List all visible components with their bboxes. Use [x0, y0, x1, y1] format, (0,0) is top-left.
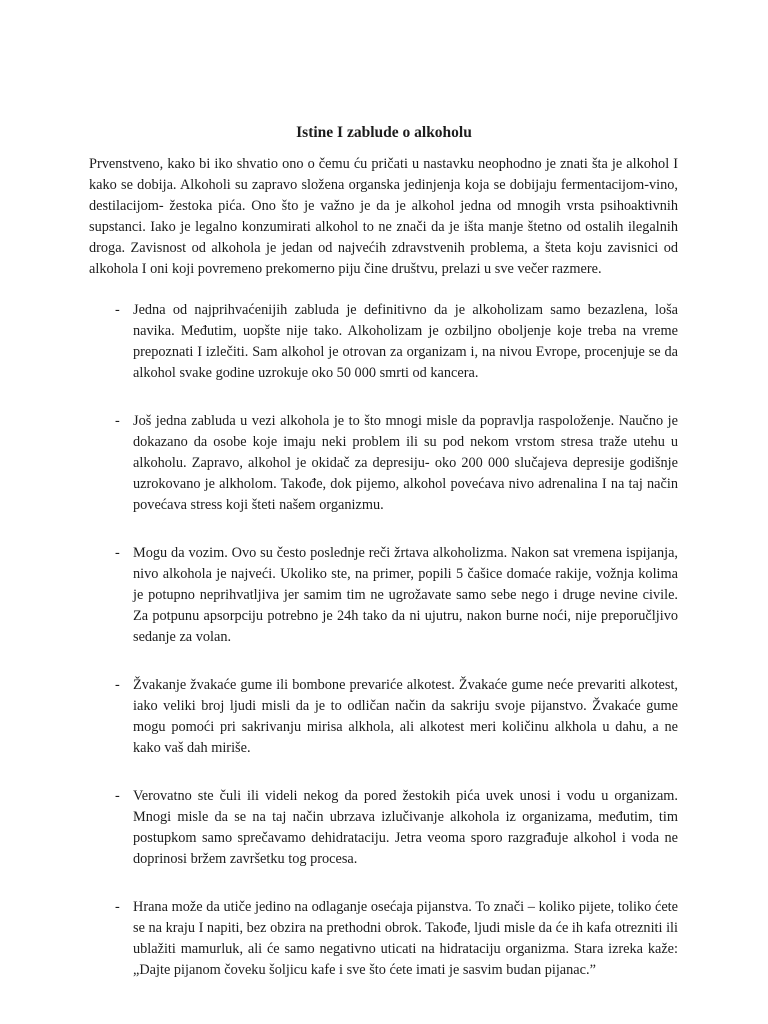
bullet-dash: -	[115, 899, 120, 915]
list-item	[89, 411, 678, 516]
bullet-dash: -	[115, 677, 120, 693]
list-item-text: Jedna od najprihvaćenijih zabluda je definitivno da je alkoholizam samo bezazlena, loša navika. Međutim, uopšte nije tako. Alkoholizam je ozbiljno oboljenje koje treba na vreme prepoznati I izlečiti. Sam alkohol je otrovan za organizam i, na nivou Evrope, procenjuje se da alkohol svake godine uzrokuje oko 50 000 smrti od kancera.	[133, 302, 678, 381]
bullet-dash: -	[115, 545, 120, 561]
list-item	[89, 300, 678, 384]
list-item-text: Verovatno ste čuli ili videli nekog da pored žestokih pića uvek unosi i vodu u organizam. Mnogi misle da se na taj način ubrzava izlučivanje alkohola iz organizama, međutim, tim postupkom samo sprečavamo dehidrataciju. Jetra veoma sporo razgrađuje alkohol i voda ne doprinosi bržem završetku tog procesa.	[133, 788, 678, 867]
list-item-text: Još jedna zabluda u vezi alkohola je to što mnogi misle da popravlja raspoloženje. Naučno je dokazano da osobe koje imaju neki problem ili su pod nekom vrstom stresa traže utehu u alkoholu. Zapravo, alkohol je okidač za depresiju- oko 200 000 slučajeva depresije godišnje uzrokovano je alkholom. Takođe, dok pijemo, alkohol povećava nivo adrenalina I na taj način povećava stress koji šteti našem organizmu.	[133, 413, 678, 513]
bullet-dash: -	[115, 413, 120, 429]
list-item-text: Žvakanje žvakaće gume ili bombone prevariće alkotest. Žvakaće gume neće prevariti alkotest, iako veliki broj ljudi misli da je to odličan način da sakriju svoje pijanstvo. Žvakaće gume mogu pomoći pri sakrivanju mirisa alkhola, ali alkotest meri količinu alkhola u dahu, a ne kako vaš dah miriše.	[133, 677, 678, 756]
bullet-dash: -	[115, 788, 120, 804]
document-title: Istine I zablude o alkoholu	[296, 124, 472, 141]
list-item	[89, 675, 678, 759]
bullet-list	[89, 300, 678, 1008]
bullet-dash: -	[115, 302, 120, 318]
list-item	[89, 543, 678, 648]
list-item-text: Hrana može da utiče jedino na odlaganje osećaja pijanstva. To znači – koliko pijete, toliko ćete se na kraju I napiti, bez obzira na prethodni obrok. Takođe, ljudi misle da će ih kafa otrezniti ili ublažiti mamurluk, ali će samo negativno uticati na hidrataciju organizma. Stara izreka kaže: „Dajte pijanom čoveku šoljicu kafe i sve što ćete imati je sasvim budan pijanac.”	[133, 899, 678, 978]
intro-paragraph: Prvenstveno, kako bi iko shvatio ono o čemu ću pričati u nastavku neophodno je znati šta je alkohol I kako se dobija. Alkoholi su zapravo složena organska jedinjenja koja se dobijaju fermentacijom-vino, destilacijom- žestoka pića. Ono što je važno je da je alkohol jedna od mnogih vrsta psihoaktivnih supstanci. Iako je legalno konzumirati alkohol to ne znači da je išta manje štetno od ostalih ilegalnih droga. Zavisnost od alkohola je jedan od najvećih zdravstvenih problema, a šteta koju zavisnici od alkohola I oni koji povremeno prekomerno piju čine društvu, prelazi u sve večer razmere.	[89, 156, 678, 277]
list-item	[89, 786, 678, 870]
list-item-text: Mogu da vozim. Ovo su često poslednje reči žrtava alkoholizma. Nakon sat vremena ispijanja, nivo alkohola je najveći. Ukoliko ste, na primer, popili 5 čašice domaće rakije, vožnja kolima je potupno neprihvatljiva jer samim tim ne ugrožavate samo sebe nego i druge nevine civile. Za potpunu apsorpciju potrebno je 24h tako da ni ujutru, nakon burne noći, nije preporučljivo sedanje za volan.	[133, 545, 678, 645]
list-item	[89, 897, 678, 981]
